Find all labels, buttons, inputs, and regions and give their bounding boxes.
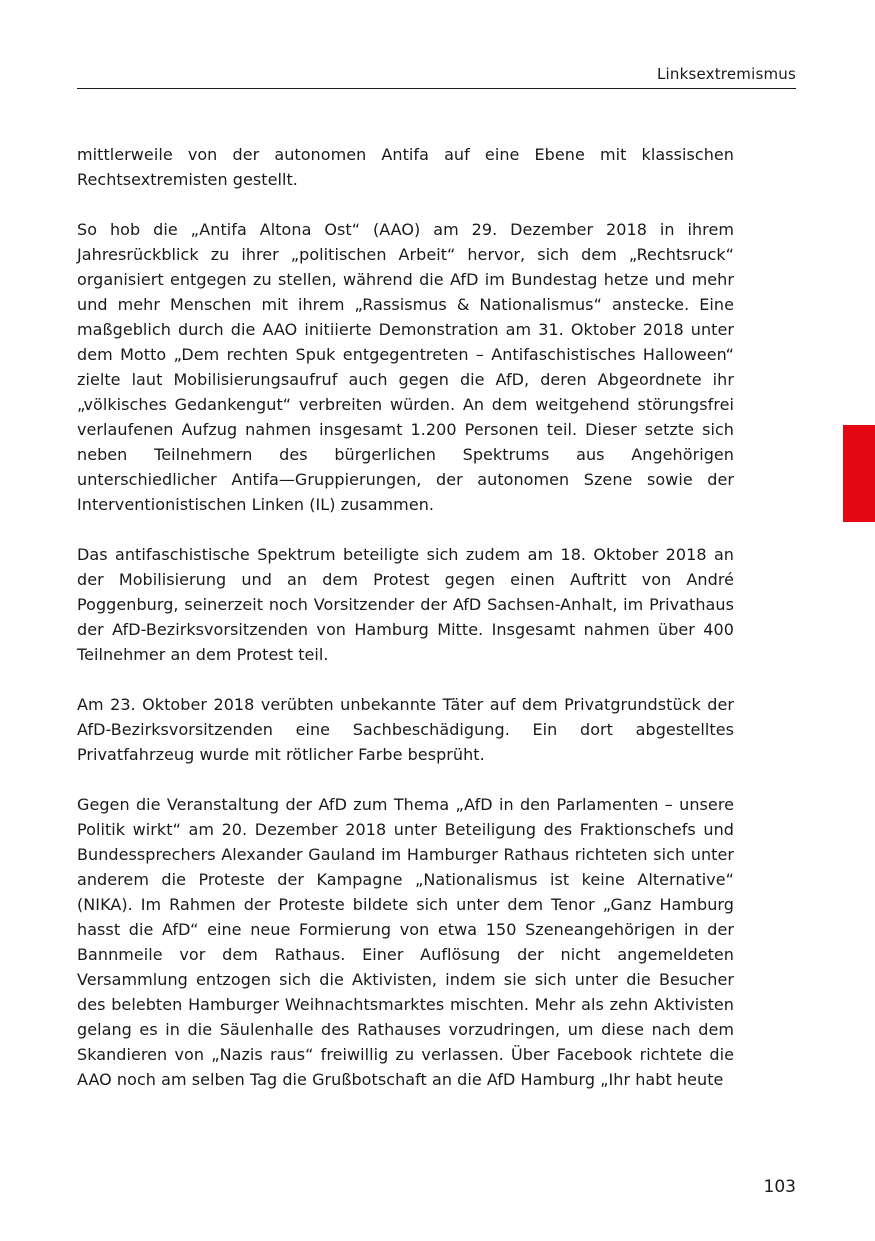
running-header-title: Linksextremismus [656, 65, 796, 83]
body-text [77, 142, 734, 1117]
paragraph-2: So hob die „Antifa Altona Ost“ (AAO) am 29. Dezember 2018 in ihrem Jahresrückblick zu ihrer „politischen Arbeit“ hervor, sich dem „Rechtsruck“ organisiert entgegen zu stellen, während die AfD im Bundestag hetze und mehr und mehr Menschen mit ihrem „Rassismus & Nationalismus“ anstecke. Eine maßgeblich durch die AAO initiierte Demonstration am 31. Oktober 2018 unter dem Motto „Dem rechten Spuk entgegentreten – Antifaschistisches Halloween“ zielte laut Mobilisierungsaufruf auch gegen die AfD, deren Abgeordnete ihr „völkisches Gedankengut“ verbreiten würden. An dem weitgehend störungsfrei verlaufenen Aufzug nahmen insgesamt 1.200 Personen teil. Dieser setzte sich neben Teilnehmern des bürgerlichen Spektrums aus Angehörigen unterschiedlicher Antifa—Gruppierungen, der autonomen Szene sowie der Interventionistischen Linken (IL) zusammen. [77, 220, 734, 514]
paragraph-3: Das antifaschistische Spektrum beteiligte sich zudem am 18. Oktober 2018 an der Mobilisierung und an dem Protest gegen einen Auftritt von André Poggenburg, seinerzeit noch Vorsitzender der AfD Sachsen-Anhalt, im Privathaus der AfD-Bezirksvorsitzenden von Hamburg Mitte. Insgesamt nahmen über 400 Teilnehmer an dem Protest teil. [77, 545, 734, 664]
paragraph-5: Gegen die Veranstaltung der AfD zum Thema „AfD in den Parlamenten – unsere Politik wirkt“ am 20. Dezember 2018 unter Beteiligung des Fraktionschefs und Bundessprechers Alexander Gauland im Hamburger Rathaus richteten sich unter anderem die Proteste der Kampagne „Nationalismus ist keine Alternative“ (NIKA). Im Rahmen der Proteste bildete sich unter dem Tenor „Ganz Hamburg hasst die AfD“ eine neue Formierung von etwa 150 Szeneangehörigen in der Bannmeile vor dem Rathaus. Einer Auflösung der nicht angemeldeten Versammlung entzogen sich die Aktivisten, indem sie sich unter die Besucher des belebten Hamburger Weihnachtsmarktes mischten. Mehr als zehn Aktivisten gelang es in die Säulenhalle des Rathauses vorzudringen, um diese nach dem Skandieren von „Nazis raus“ freiwillig zu verlassen. Über Facebook richtete die AAO noch am selben Tag die Grußbotschaft an die AfD Hamburg „Ihr habt heute [77, 795, 734, 1089]
header-divider [77, 88, 796, 89]
chapter-marker-tab [843, 425, 875, 522]
paragraph-4: Am 23. Oktober 2018 verübten unbekannte Täter auf dem Privatgrundstück der AfD-Bezirksvorsitzenden eine Sachbeschädigung. Ein dort abgestelltes Privatfahrzeug wurde mit rötlicher Farbe besprüht. [77, 695, 734, 764]
page-number: 103 [763, 1177, 796, 1197]
paragraph-1: mittlerweile von der autonomen Antifa auf eine Ebene mit klassischen Rechtsextremisten gestellt. [77, 145, 734, 189]
